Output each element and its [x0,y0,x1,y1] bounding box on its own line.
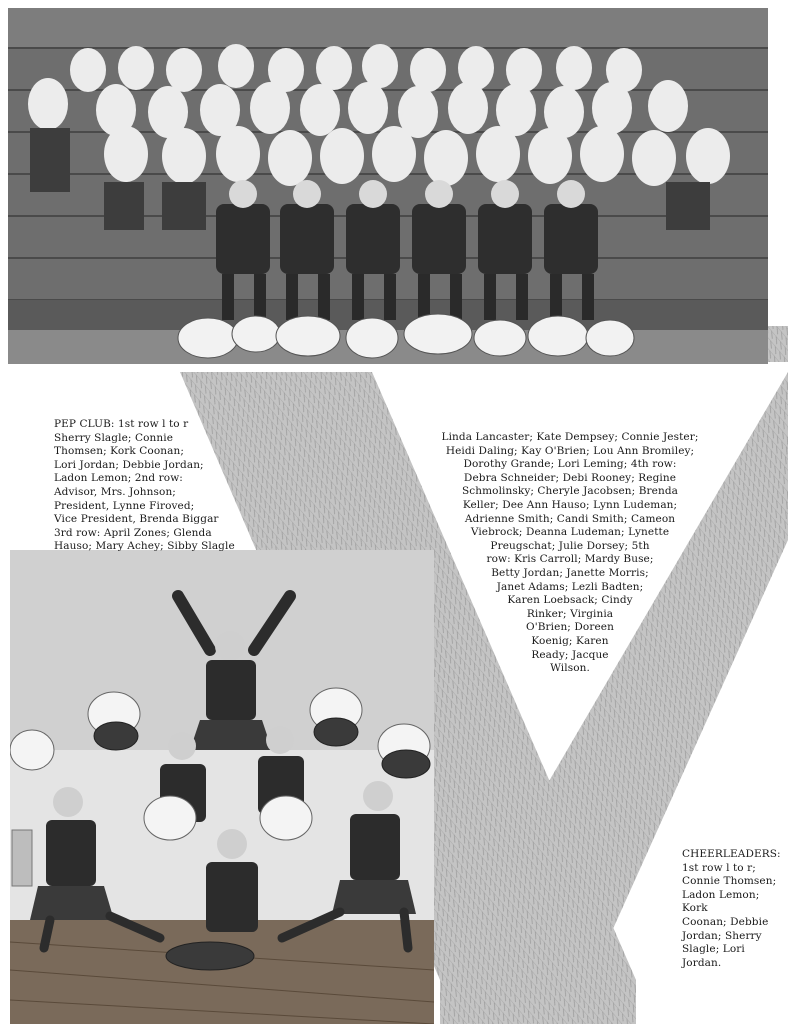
cheerleaders-photo [10,550,434,1024]
cheerleaders-caption: CHEERLEADERS: 1st row l to r; Connie Thomsen; Ladon Lemon; Kork Coonan; Debbie Jordan; Sherry Slagle; Lori Jordan. [682,848,781,969]
pep-club-photo [8,8,768,364]
pep-club-caption: PEP CLUB: 1st row l to r Sherry Slagle; Connie Thomsen; Kork Coonan; Lori Jordan; Debbie Jordan; Ladon Lemon; 2nd row: Advisor, Mrs. Johnson; President, Lynne Firoved; Vice President, Brenda Biggar 3rd row: April Zones; Glenda Hauso; Mary Achey; Sibby Slagle [54,418,235,553]
pep-club-caption-continued: Linda Lancaster; Kate Dempsey; Connie Jester; Heidi Daling; Kay O'Brien; Lou Ann Bromiley; Dorothy Grande; Lori Leming; 4th row: Debra Schneider; Debi Rooney; Regine Schmolinsky; Cheryle Jacobsen; Brenda Keller; Dee Ann Hauso; Lynn Ludeman; Adrienne Smith; Candi Smith; Cameon Viebrock; Deanna Ludeman; Lynette Preugschat; Julie Dorsey; 5th row: Kris Carroll; Mardy Buse; Betty Jordan; Janette Morris; Janet Adams; Lezli Badten; Karen Loebsack; Cindy Rinker; Virginia O'Brien; Doreen Koenig; Karen Ready; Jacque Wilson. [441,431,699,675]
